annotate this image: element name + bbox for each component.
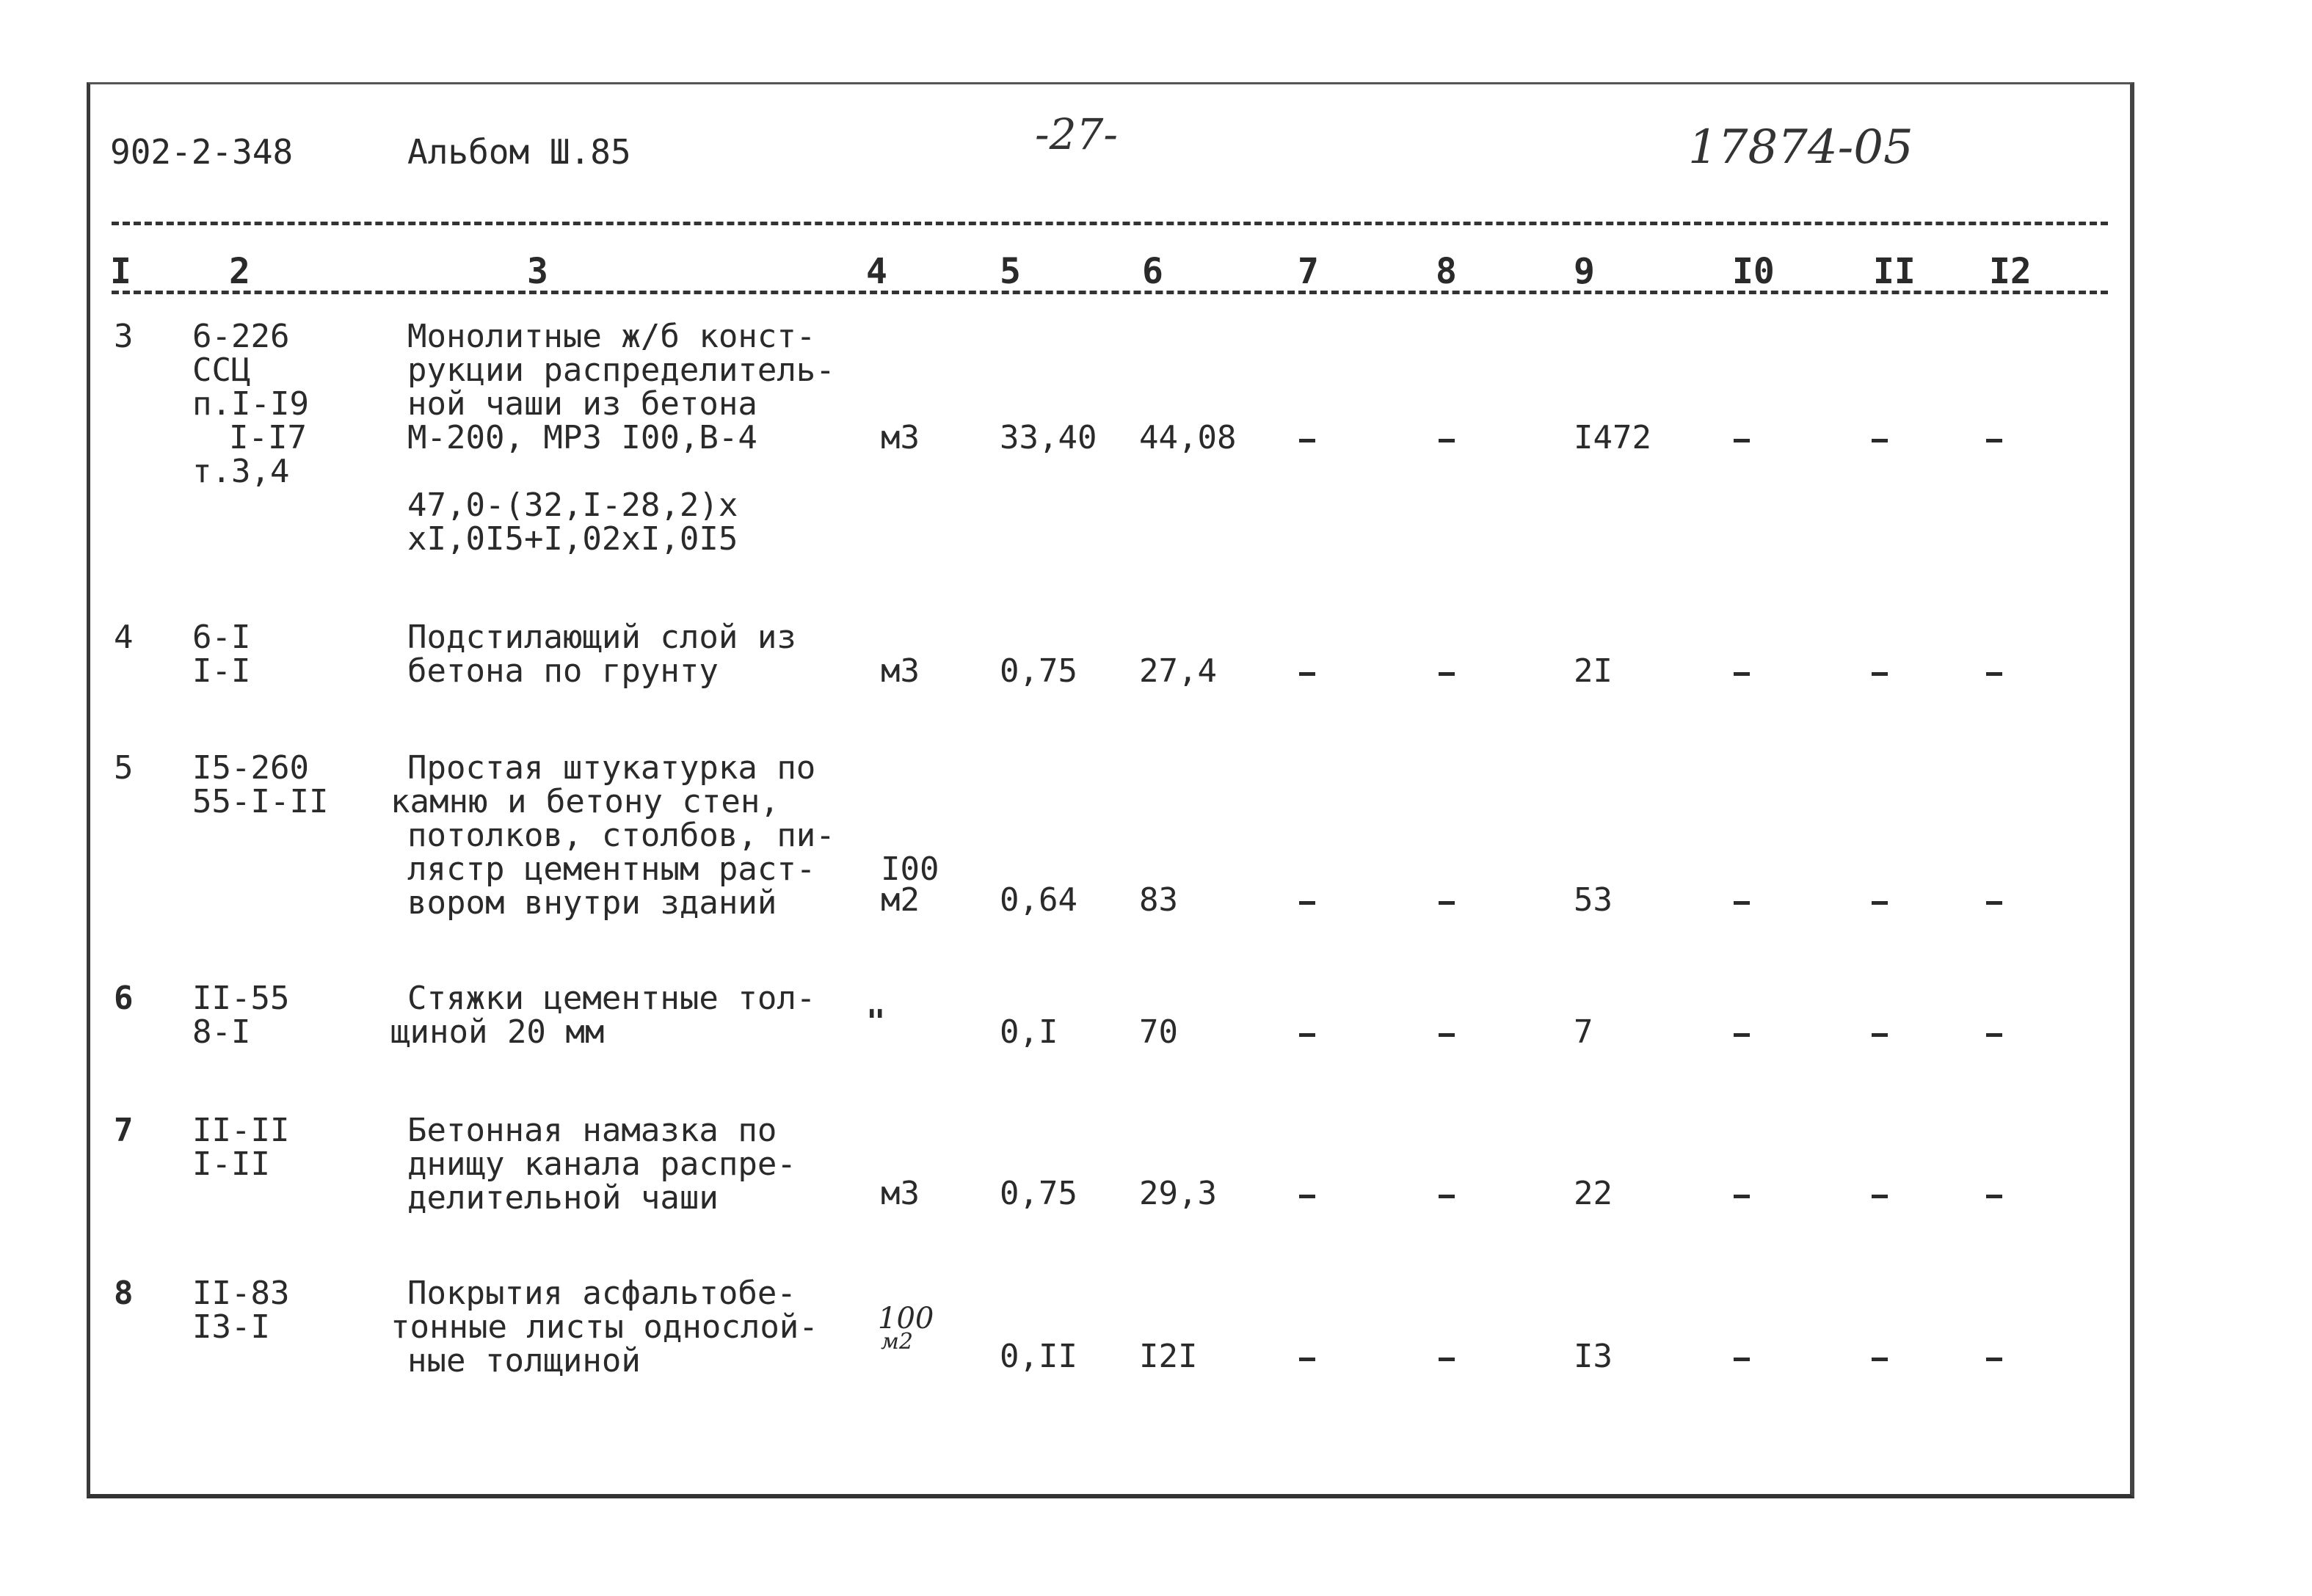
row-description: Бетонная намазка по	[407, 1112, 777, 1149]
row-col5: 33,40	[1000, 419, 1097, 456]
row-col5: 0,75	[1000, 1175, 1077, 1212]
row-col5: 0,64	[1000, 881, 1077, 919]
row-col6: 27,4	[1139, 652, 1217, 690]
row-col10-dash	[1734, 672, 1750, 676]
row-col5: 0,II	[1000, 1338, 1077, 1375]
row-col5: 0,75	[1000, 652, 1077, 690]
row-col11-dash	[1872, 1195, 1888, 1198]
row-unit: м3	[881, 1175, 920, 1212]
album-label: Альбом Ш.85	[407, 132, 631, 172]
row-col10-dash	[1734, 439, 1750, 442]
row-description: Покрытия асфальтобе-	[407, 1275, 796, 1312]
column-numbers-underline	[112, 291, 2108, 294]
col-num-12: I2	[1989, 251, 2032, 292]
row-number: 4	[114, 619, 134, 656]
row-code: ССЦ	[192, 351, 251, 389]
doc-code: 902-2-348	[110, 132, 294, 172]
row-col7-dash	[1299, 672, 1315, 676]
row-description: потолков, столбов, пи-	[407, 817, 835, 854]
row-col7-dash	[1299, 901, 1315, 905]
row-description: М-200, МРЗ I00,В-4	[407, 419, 757, 456]
row-number: 3	[114, 318, 134, 355]
row-col7-dash	[1299, 1358, 1315, 1361]
row-description: Стяжки цементные тол-	[407, 980, 816, 1017]
row-number: 5	[114, 749, 134, 787]
header-divider	[112, 222, 2108, 225]
col-num-3: 3	[527, 251, 548, 292]
col-num-8: 8	[1436, 251, 1457, 292]
row-col6: 70	[1139, 1013, 1178, 1051]
row-col5: 0,I	[1000, 1013, 1058, 1051]
row-unit: I00	[881, 850, 939, 888]
row-col12-dash	[1986, 672, 2002, 676]
row-col6: 83	[1139, 881, 1178, 919]
row-col12-dash	[1986, 901, 2002, 905]
row-code: I5-260	[192, 749, 309, 787]
row-unit-handwritten: 100	[878, 1302, 934, 1336]
row-description: вором внутри зданий	[407, 884, 777, 922]
row-unit: м3	[881, 652, 920, 690]
col-num-7: 7	[1298, 251, 1319, 292]
row-col11-dash	[1872, 1033, 1888, 1037]
row-col7-dash	[1299, 1033, 1315, 1037]
row-code: I3-I	[192, 1308, 270, 1346]
row-description: днищу канала распре-	[407, 1145, 796, 1183]
col-num-6: 6	[1142, 251, 1163, 292]
row-number: 7	[114, 1112, 134, 1149]
row-col12-dash	[1986, 1033, 2002, 1037]
row-col6: I2I	[1139, 1338, 1198, 1375]
row-description: ные толщиной	[407, 1342, 641, 1380]
col-num-11: II	[1873, 251, 1916, 292]
row-col10-dash	[1734, 1195, 1750, 1198]
row-unit-handwritten: м2	[881, 1329, 913, 1355]
row-unit: "	[866, 1003, 886, 1041]
row-description: делительной чаши	[407, 1179, 719, 1217]
row-description: камню и бетону стен,	[390, 783, 779, 820]
row-description: Монолитные ж/б конст-	[407, 318, 816, 355]
row-col6: 44,08	[1139, 419, 1237, 456]
page-number: -27-	[1035, 109, 1118, 159]
row-col7-dash	[1299, 439, 1315, 442]
row-col8-dash	[1439, 901, 1455, 905]
row-col11-dash	[1872, 901, 1888, 905]
row-code: II-55	[192, 980, 290, 1017]
row-description: бетона по грунту	[407, 652, 719, 690]
row-col10-dash	[1734, 1033, 1750, 1037]
row-col11-dash	[1872, 672, 1888, 676]
row-col9: 7	[1574, 1013, 1593, 1051]
row-col11-dash	[1872, 439, 1888, 442]
col-num-5: 5	[1000, 251, 1021, 292]
row-col6: 29,3	[1139, 1175, 1217, 1212]
row-col8-dash	[1439, 672, 1455, 676]
row-description: лястр цементным раст-	[407, 850, 816, 888]
row-code: I-I	[192, 652, 251, 690]
row-col8-dash	[1439, 1195, 1455, 1198]
row-col10-dash	[1734, 1358, 1750, 1361]
row-col12-dash	[1986, 1358, 2002, 1361]
row-col12-dash	[1986, 439, 2002, 442]
row-description: щиной 20 мм	[390, 1013, 605, 1051]
row-col9: 53	[1574, 881, 1613, 919]
col-num-1: I	[110, 251, 131, 292]
row-col8-dash	[1439, 439, 1455, 442]
row-formula: хI,0I5+I,02хI,0I5	[407, 520, 738, 558]
col-num-4: 4	[866, 251, 887, 292]
col-num-2: 2	[229, 251, 250, 292]
row-code: 6-I	[192, 619, 251, 656]
row-description: Подстилающий слой из	[407, 619, 796, 656]
row-code: 55-I-II	[192, 783, 329, 820]
row-col12-dash	[1986, 1195, 2002, 1198]
row-col8-dash	[1439, 1358, 1455, 1361]
row-code: I-II	[192, 1145, 270, 1183]
col-num-10: I0	[1732, 251, 1775, 292]
row-col11-dash	[1872, 1358, 1888, 1361]
row-number: 8	[114, 1275, 134, 1312]
row-col8-dash	[1439, 1033, 1455, 1037]
row-unit: м3	[881, 419, 920, 456]
row-col9: 22	[1574, 1175, 1613, 1212]
row-code: II-83	[192, 1275, 290, 1312]
row-description: тонные листы однослой-	[390, 1308, 818, 1346]
row-code: т.3,4	[192, 453, 290, 490]
col-num-9: 9	[1574, 251, 1595, 292]
row-col7-dash	[1299, 1195, 1315, 1198]
row-col9: I3	[1574, 1338, 1613, 1375]
row-code: I-I7	[229, 419, 307, 456]
row-code: п.I-I9	[192, 385, 309, 423]
row-description: ной чаши из бетона	[407, 385, 757, 423]
row-number: 6	[114, 980, 134, 1017]
row-code: 6-226	[192, 318, 290, 355]
row-description: Простая штукатурка по	[407, 749, 816, 787]
archive-number: 17874-05	[1688, 120, 1913, 175]
row-unit: м2	[881, 881, 920, 919]
row-col9: I472	[1574, 419, 1651, 456]
row-formula: 47,0-(32,I-28,2)х	[407, 487, 738, 524]
row-code: 8-I	[192, 1013, 251, 1051]
row-code: II-II	[192, 1112, 290, 1149]
row-col10-dash	[1734, 901, 1750, 905]
row-col9: 2I	[1574, 652, 1613, 690]
row-description: рукции распределитель-	[407, 351, 835, 389]
